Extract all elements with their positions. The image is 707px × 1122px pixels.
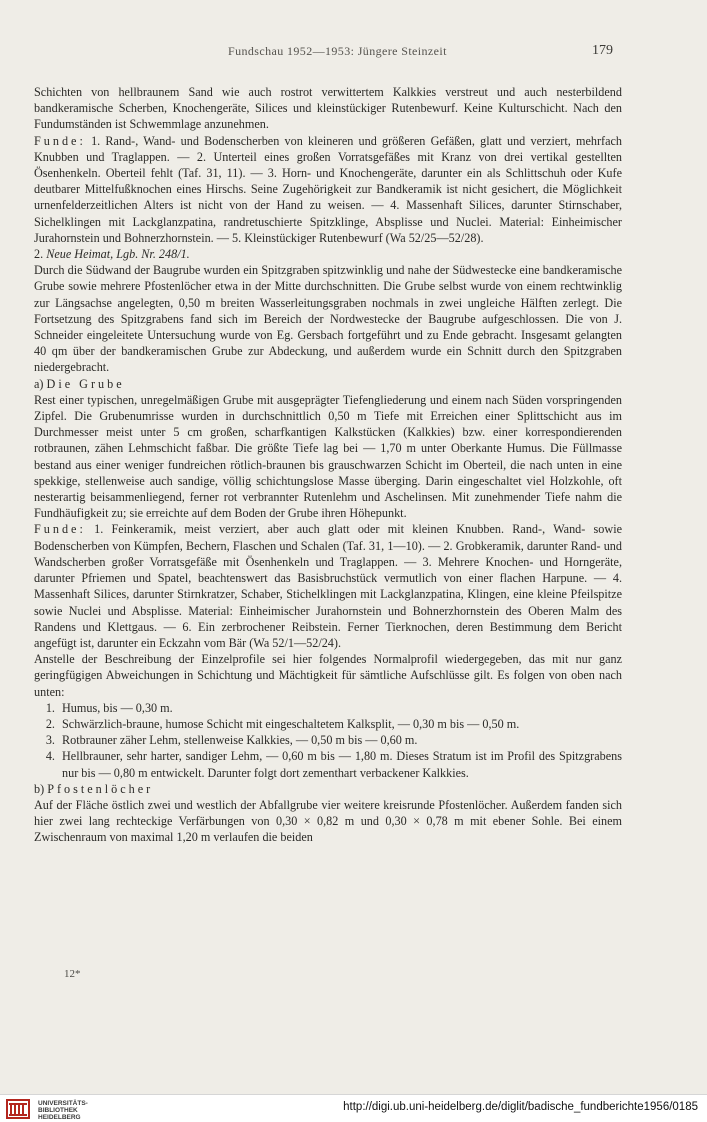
section-label: Funde: xyxy=(34,133,86,148)
page-number: 179 xyxy=(592,43,613,58)
list-item: 3. Rotbrauner zäher Lehm, stellenweise Kalkkies, — 0,50 m bis — 0,60 m. xyxy=(58,732,622,748)
paragraph: Funde: 1. Rand-, Wand- und Bodenscherben von kleineren und größeren Gefäßen, glatt und verziert, mehrfach Knubben und Traglappen. — 2. Unterteil eines großen Vorratsgefäßes mit Kranz von drei vertikal gestellten Ösenhenkeln. Oberteil fehlt (Taf. 31, 11). — 3. Horn- und Knochengeräte, darunter ein als Schlittschuh oder Kufe deutbarer Mittelfußknochen eines Hirschs. Seine Zugehörigkeit zur Bandkeramik ist nicht gesichert, die Möglichkeit urnenfelderzeitlichen Alters ist nicht von der Hand zu weisen. — 4. Massenhaft Silices, darunter Stirnschaber, Sichelklingen mit Lackglanzpatina, randretuschierte Spitzklinge, Absplisse und Nuclei. Material: Einheimischer Jurahornstein und Bohnerzhornstein. — 5. Kleinstückiger Rutenbewurf (Wa 52/25—52/28). xyxy=(34,133,622,245)
library-name: UNIVERSITÄTS- BIBLIOTHEK HEIDELBERG xyxy=(38,1100,88,1121)
body-text xyxy=(34,84,622,846)
paragraph: Schichten von hellbraunem Sand wie auch rostrot verwittertem Kalkkies verstreut und auch nesterbildend bandkeramische Scherben, Knochengeräte, Silices und kleinstückiger Rutenbewurf. Keine Kulturschicht. Nach den Fundumständen ist Schwemmlage anzunehmen. xyxy=(34,85,622,132)
running-title: Fundschau 1952—1953: Jüngere Steinzeit xyxy=(228,44,447,58)
list-item: 2. Schwärzlich-braune, humose Schicht mit eingeschaltetem Kalksplit, — 0,30 m bis — 0,50 m. xyxy=(58,716,622,732)
viewer-footer xyxy=(0,1094,707,1122)
subsection-heading: 2. Neue Heimat, Lgb. Nr. 248/1. xyxy=(34,247,190,262)
section-label: Funde: xyxy=(34,522,86,537)
paragraph: Rest einer typischen, unregelmäßigen Grube mit ausgeprägter Tiefengliederung und einem nach Süden vorspringenden Zipfel. Die Grubenumrisse wurden in durchschnittlich 0,50 m Tiefe mit Erreichen einer Splittschicht aus im Durchmesser meist unter 5 cm großen, scharfkantigen Kalkstücken (Kalkkies) bzw. einer korrespondierenden rotbraunen, zähen Lehmschicht faßbar. Die größte Tiefe lag bei — 1,70 m unter Oberkante Humus. Die Füllmasse bestand aus einer weniger fundreichen rötlich-braunen bis grauschwarzen Schicht im Oberteil, die nach unten in eine spekkige, stellenweise auch sandige, völlig schichtungslose Masse überging. Darin eingeschaltet viel Holzkohle, oft nesterartig beisammenliegend, ferner rot verbrannter Rutenlehm und Aschelinsen. Mit zunehmender Tiefe nahm die Fundhäufigkeit zu; sie erreichte auf dem Boden der Grube ihren Höhepunkt. xyxy=(34,392,622,521)
permalink-url[interactable]: http://digi.ub.uni-heidelberg.de/diglit/badische_fundberichte1956/0185 xyxy=(343,1101,698,1113)
subsection-heading: b) Pfostenlöcher xyxy=(34,781,154,796)
paragraph: Durch die Südwand der Baugrube wurden ein Spitzgraben spitzwinklig und nahe der Südwestecke eine bandkeramische Grube sowie mehrere Pfostenlöcher etwa in der Mitte durchschnitten. Die Grube selbst wurde von einem rechtwinklig zur Längsachse angelegten, 0,50 m breiten Wasserleitungsgraben nochmals in zwei ungleiche Hälften zerlegt. Die Fortsetzung des Spitzgrabens fand sich im Bereich der Nordwestecke der Baugrube aufgeschlossen. Die von J. Schneider eingeleitete Untersuchung wurde von Eg. Gersbach fortgeführt und zu Ende gebracht. Insgesamt gelangten 40 qm über der bandkeramischen Grube zur Abdeckung, und außerdem wurde ein Schnitt durch den Spitzgraben niedergebracht. xyxy=(34,263,622,375)
paragraph: Funde: 1. Feinkeramik, meist verziert, aber auch glatt oder mit kleinen Knubben. Rand-, Wand- sowie Bodenscherben von Kümpfen, Bechern, Flaschen und Schalen (Taf. 31, 1—10). — 2. Grobkeramik, darunter Rand- und Wandscherben großer Vorratsgefäße mit Ösenhenkeln und Traglappen. — 3. Mehrere Knochen- und Horngeräte, darunter Pfriemen und Spatel, beachtenswert das Basisbruchstück vermutlich von einer flachen Harpune. — 4. Massenhaft Silices, darunter Stirnkratzer, Schaber, Stichelklingen mit Lackglanzpatina, Klingen, eine kleine Pfeilspitze sowie Nuclei und Absplisse. Material: Einheimischer Jurahornstein und Bohnerzhornstein des Oberen Malm des Randens und Klettgaus. — 6. Ein zerbrochener Reibstein. Ferner Tierknochen, deren Bestimmung dem Bericht angefügt ist, darunter ein Eckzahn vom Bär (Wa 52/1—52/24). xyxy=(34,522,622,650)
subsection-heading: a) Die Grube xyxy=(34,376,125,391)
paragraph: Anstelle der Beschreibung der Einzelprofile sei hier folgendes Normalprofil wiedergegeben, das mit nur ganz geringfügigen Abweichungen in Schichtung und Mächtigkeit für sämtliche Aufschlüsse gilt. Es folgen von oben nach unten: xyxy=(34,652,622,699)
library-logo-icon xyxy=(6,1097,30,1121)
list-item: 1. Humus, bis — 0,30 m. xyxy=(58,700,622,716)
profile-list xyxy=(34,700,622,781)
sheet-signature: 12* xyxy=(64,968,81,980)
paragraph: Auf der Fläche östlich zwei und westlich der Abfallgrube vier weitere kreisrunde Pfostenlöcher. Außerdem fanden sich hier zwei lang rechteckige Verfärbungen von 0,30 × 0,82 m und 0,30 × 0,78 m mit ebener Sohle. Bei einem Zwischenraum von maximal 1,20 m verlaufen die beiden xyxy=(34,797,622,845)
list-item: 4. Hellbrauner, sehr harter, sandiger Lehm, — 0,60 m bis — 1,80 m. Dieses Stratum ist im Profil des Spitzgrabens nur bis — 0,80 m entwickelt. Darunter folgt dort zementhart verbackener Kalkkies. xyxy=(58,748,622,780)
